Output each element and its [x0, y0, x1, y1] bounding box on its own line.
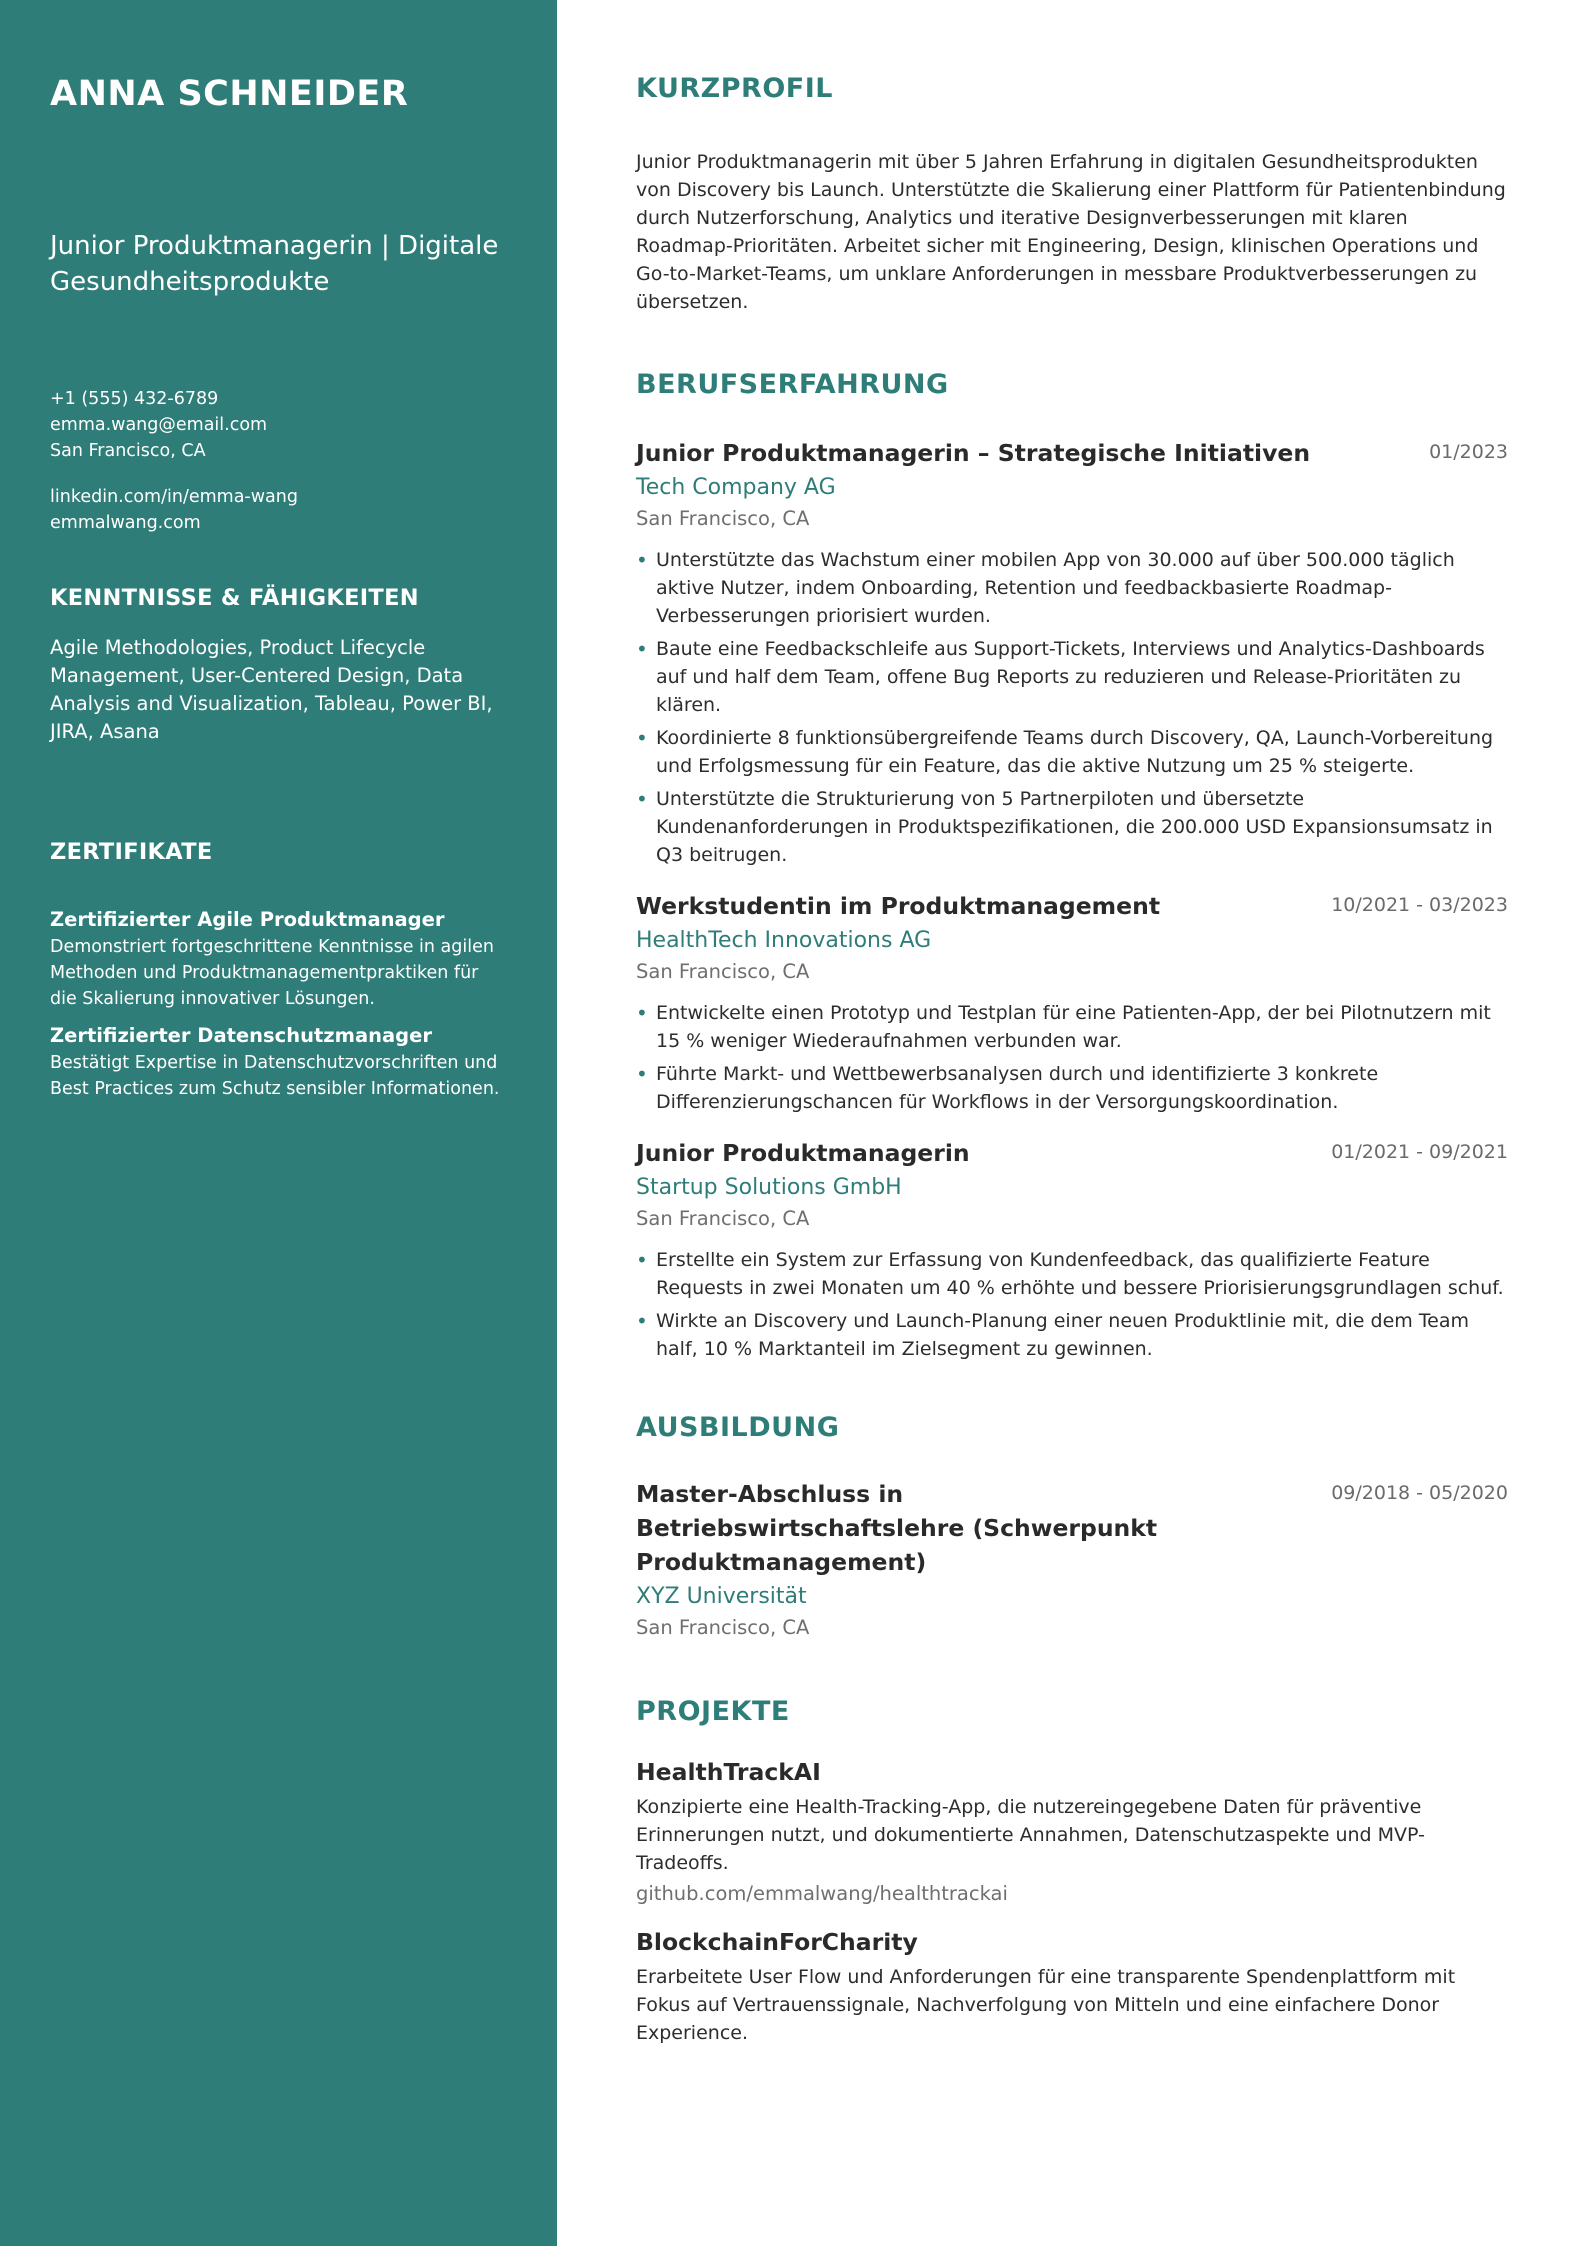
- education-date: 09/2018 - 05/2020: [1331, 1482, 1508, 1504]
- school-location: San Francisco, CA: [636, 1616, 810, 1639]
- project-desc: Erarbeitete User Flow und Anforderungen für eine transparente Spendenplattform mit Fokus auf Vertrauenssignale, Nachverfolgung von Mitteln und eine einfachere Donor Experience.: [636, 1966, 1456, 2044]
- cert-title: Zertifizierter Agile Produktmanager: [50, 908, 445, 931]
- bullet-text: Entwickelte einen Prototyp und Testplan für eine Patienten-App, der bei Pilotnutzern mit 15 % weniger Wiederaufnahmen verbunden war.: [656, 1002, 1491, 1052]
- company-name: Tech Company AG: [636, 475, 836, 500]
- bullet-text: Koordinierte 8 funktionsübergreifende Teams durch Discovery, QA, Launch-Vorbereitung und Erfolgsmessung für ein Feature, das die aktive Nutzung um 25 % steigerte.: [656, 727, 1494, 777]
- bullet-icon: •: [636, 637, 648, 661]
- location: San Francisco, CA: [50, 441, 206, 461]
- list-item: [636, 785, 1508, 869]
- bullet-icon: •: [636, 1062, 648, 1086]
- project-entry: [636, 1925, 1508, 2047]
- job-title: Werkstudentin im Produktmanagement: [636, 892, 1161, 920]
- job-date: 01/2021 - 09/2021: [1331, 1141, 1508, 1163]
- bullet-text: Baute eine Feedbackschleife aus Support-Tickets, Interviews und Analytics-Dashboards auf und half dem Team, offene Bug Reports zu reduzieren und Release-Prioritäten zu klären.: [656, 638, 1485, 716]
- list-item: [636, 635, 1508, 719]
- cert-title: Zertifizierter Datenschutzmanager: [50, 1024, 432, 1047]
- linkedin-link[interactable]: linkedin.com/in/emma-wang: [50, 487, 298, 507]
- job-location: San Francisco, CA: [636, 507, 810, 530]
- profile-heading: KURZPROFIL: [636, 73, 833, 104]
- project-entry: [636, 1755, 1508, 1909]
- company-name: HealthTech Innovations AG: [636, 928, 932, 953]
- bullet-icon: •: [636, 1001, 648, 1025]
- skills-text: Agile Methodologies, Product Lifecycle Management, User-Centered Design, Data Analysis and Visualization, Tableau, Power BI, JIRA, Asana: [50, 636, 493, 743]
- certs-heading: ZERTIFIKATE: [50, 839, 213, 865]
- list-item: [636, 1060, 1508, 1116]
- job-date: 01/2023: [1429, 441, 1508, 463]
- project-desc: Konzipierte eine Health-Tracking-App, die nutzereingegebene Daten für präventive Erinnerungen nutzt, und dokumentierte Annahmen, Datenschutzaspekte und MVP-Tradeoffs.: [636, 1796, 1425, 1874]
- job-bullets: [636, 546, 1508, 869]
- company-name: Startup Solutions GmbH: [636, 1175, 902, 1200]
- job-title: Junior Produktmanagerin – Strategische Initiativen: [636, 439, 1311, 467]
- job-title: Junior Produktmanagerin: [636, 1139, 970, 1167]
- bullet-icon: •: [636, 726, 648, 750]
- education-heading: AUSBILDUNG: [636, 1412, 840, 1443]
- projects-heading: PROJEKTE: [636, 1696, 790, 1727]
- cert-item: [50, 1022, 507, 1102]
- bullet-text: Wirkte an Discovery und Launch-Planung einer neuen Produktlinie mit, die dem Team half, 10 % Marktanteil im Zielsegment zu gewinnen.: [656, 1310, 1470, 1360]
- bullet-text: Erstellte ein System zur Erfassung von Kundenfeedback, das qualifizierte Feature Requests in zwei Monaten um 40 % erhöhte und bessere Priorisierungsgrundlagen schuf.: [656, 1249, 1504, 1299]
- school-name: XYZ Universität: [636, 1584, 807, 1609]
- job-entry: [636, 889, 1508, 1116]
- project-link[interactable]: github.com/emmalwang/healthtrackai: [636, 1882, 1008, 1905]
- list-item: [636, 1307, 1508, 1363]
- job-bullets: [636, 1246, 1508, 1363]
- list-item: [636, 999, 1508, 1055]
- bullet-text: Unterstützte die Strukturierung von 5 Partnerpiloten und übersetzte Kundenanforderungen in Produktspezifikationen, die 200.000 USD Expansionsumsatz in Q3 beitrugen.: [656, 788, 1493, 866]
- job-entry: [636, 1136, 1508, 1363]
- bullet-icon: •: [636, 787, 648, 811]
- experience-heading: BERUFSERFAHRUNG: [636, 369, 949, 400]
- candidate-name: ANNA SCHNEIDER: [50, 74, 409, 114]
- bullet-icon: •: [636, 1309, 648, 1333]
- project-title: HealthTrackAI: [636, 1758, 821, 1786]
- cert-item: [50, 906, 507, 1012]
- cert-desc: Demonstriert fortgeschrittene Kenntnisse in agilen Methoden und Produktmanagementpraktiken für die Skalierung innovativer Lösungen.: [50, 937, 494, 1009]
- website-link[interactable]: emmalwang.com: [50, 513, 201, 533]
- skills-heading: KENNTNISSE & FÄHIGKEITEN: [50, 585, 419, 611]
- contact-spacer: [50, 464, 507, 484]
- bullet-icon: •: [636, 1248, 648, 1272]
- main-content: [636, 70, 1508, 2047]
- job-bullets: [636, 999, 1508, 1116]
- education-entry: [636, 1477, 1508, 1643]
- bullet-text: Unterstützte das Wachstum einer mobilen App von 30.000 auf über 500.000 täglich aktive Nutzer, indem Onboarding, Retention und feedbackbasierte Roadmap-Verbesserungen priorisiert wurden.: [656, 549, 1455, 627]
- job-location: San Francisco, CA: [636, 1207, 810, 1230]
- list-item: [636, 546, 1508, 630]
- phone: +1 (555) 432-6789: [50, 389, 219, 409]
- job-date: 10/2021 - 03/2023: [1331, 894, 1508, 916]
- sidebar: [0, 0, 557, 2246]
- list-item: [636, 724, 1508, 780]
- project-title: BlockchainForCharity: [636, 1928, 918, 1956]
- degree-title: Master-Abschluss in Betriebswirtschaftslehre (Schwerpunkt Produktmanagement): [636, 1480, 1158, 1576]
- list-item: [636, 1246, 1508, 1302]
- profile-text: Junior Produktmanagerin mit über 5 Jahren Erfahrung in digitalen Gesundheitsprodukten von Discovery bis Launch. Unterstützte die Skalierung einer Plattform für Patientenbindung durch Nutzerforschung, Analytics und iterative Designverbesserungen mit klaren Roadmap-Prioritäten. Arbeitet sicher mit Engineering, Design, klinischen Operations und Go-to-Market-Teams, um unklare Anforderungen in messbare Produktverbesserungen zu übersetzen.: [636, 151, 1506, 313]
- cert-desc: Bestätigt Expertise in Datenschutzvorschriften und Best Practices zum Schutz sensibler Informationen.: [50, 1053, 500, 1099]
- bullet-text: Führte Markt- und Wettbewerbsanalysen durch und identifizierte 3 konkrete Differenzierungschancen für Workflows in der Versorgungskoordination.: [656, 1063, 1379, 1113]
- job-location: San Francisco, CA: [636, 960, 810, 983]
- headline: Junior Produktmanagerin | Digitale Gesundheitsprodukte: [50, 231, 499, 297]
- contact-block: [50, 386, 507, 536]
- job-entry: [636, 436, 1508, 869]
- email-link[interactable]: emma.wang@email.com: [50, 415, 268, 435]
- bullet-icon: •: [636, 548, 648, 572]
